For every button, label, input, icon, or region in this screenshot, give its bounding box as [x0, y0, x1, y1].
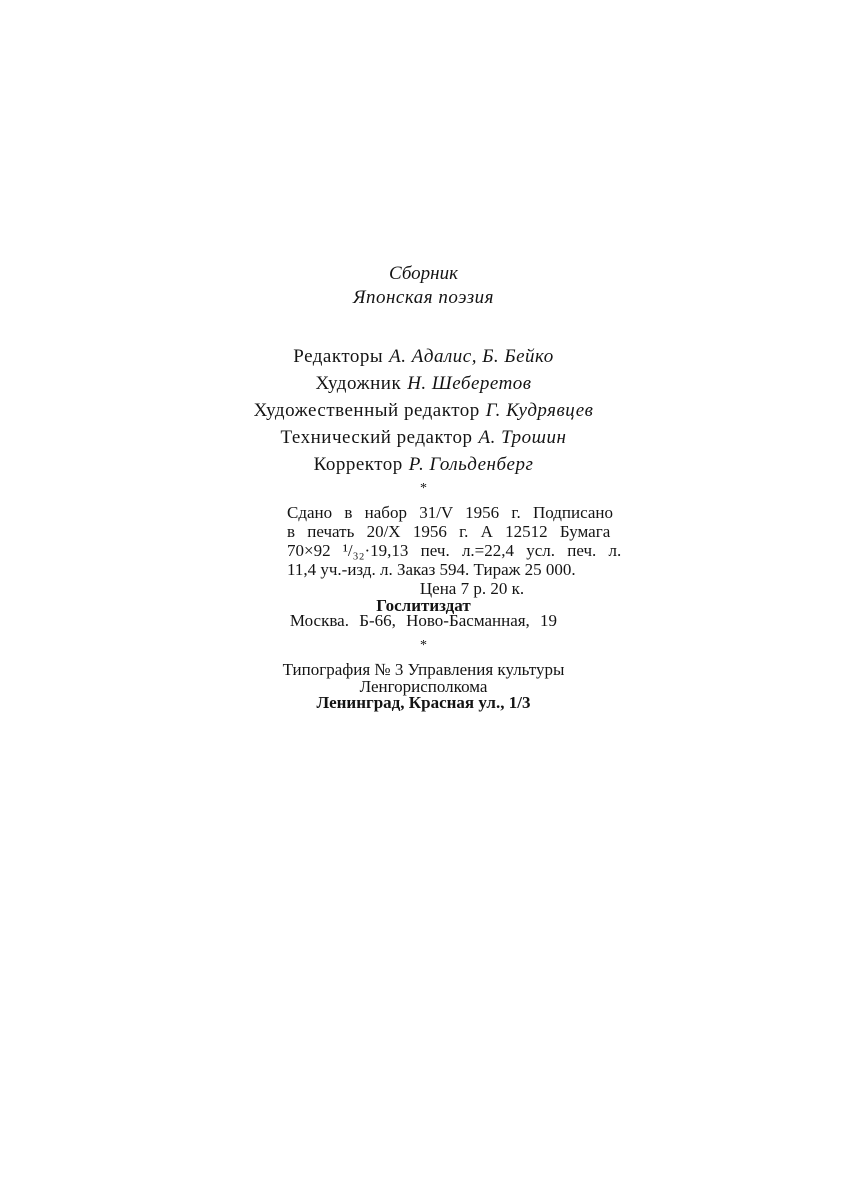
- credit-editors: [0, 347, 847, 366]
- imprint-line: [287, 503, 657, 522]
- printer-address: Ленинград, Красная ул., 1/3: [316, 693, 531, 712]
- imprint-line: [287, 522, 657, 541]
- book-title: Японская поэзия: [353, 287, 494, 308]
- imprint-text: 11,4 уч.-изд. л. Заказ 594. Тираж 25 000.: [287, 560, 576, 579]
- credit-person: А. Трошин: [478, 427, 567, 448]
- printer-name: Типография № 3 Управления культуры: [282, 660, 565, 679]
- credit-role: Корректор: [313, 454, 403, 475]
- credit-role: Художник: [315, 373, 402, 394]
- imprint-price: Цена 7 р. 20 к.: [419, 579, 525, 598]
- imprint-text: в печать 20/X 1956 г. А 12512 Бумага: [287, 522, 611, 541]
- imprint-block: [287, 503, 657, 598]
- printer-authority: Ленгорисполкома: [359, 677, 488, 696]
- separator-asterisk: *: [420, 481, 427, 496]
- credit-role: Редакторы: [293, 346, 384, 367]
- credit-person: Г. Кудрявцев: [485, 400, 594, 421]
- imprint-text: 70×92 ¹/₃₂·19,13 печ. л.=22,4 усл. печ. л.: [287, 541, 622, 560]
- credit-proofreader: [0, 455, 847, 474]
- publisher-name: Гослитиздат: [376, 596, 471, 615]
- credit-role: Художественный редактор: [253, 400, 480, 421]
- credit-tech-editor: [0, 428, 847, 447]
- credit-person: Н. Шеберетов: [407, 373, 532, 394]
- imprint-line: [287, 541, 657, 560]
- imprint-text: Сдано в набор 31/V 1956 г. Подписано: [287, 503, 613, 522]
- credit-person: Р. Гольденберг: [408, 454, 534, 475]
- imprint-line: [287, 560, 657, 579]
- publisher-address: Москва. Б-66, Ново-Басманная, 19: [289, 611, 558, 630]
- credit-role: Технический редактор: [280, 427, 473, 448]
- credit-art-editor: [0, 401, 847, 420]
- credit-person: А. Адалис, Б. Бейко: [389, 346, 554, 367]
- collection-kind: Сборник: [389, 263, 458, 284]
- separator-asterisk-2: *: [420, 638, 427, 653]
- credit-artist: [0, 374, 847, 393]
- imprint-line: [287, 579, 657, 598]
